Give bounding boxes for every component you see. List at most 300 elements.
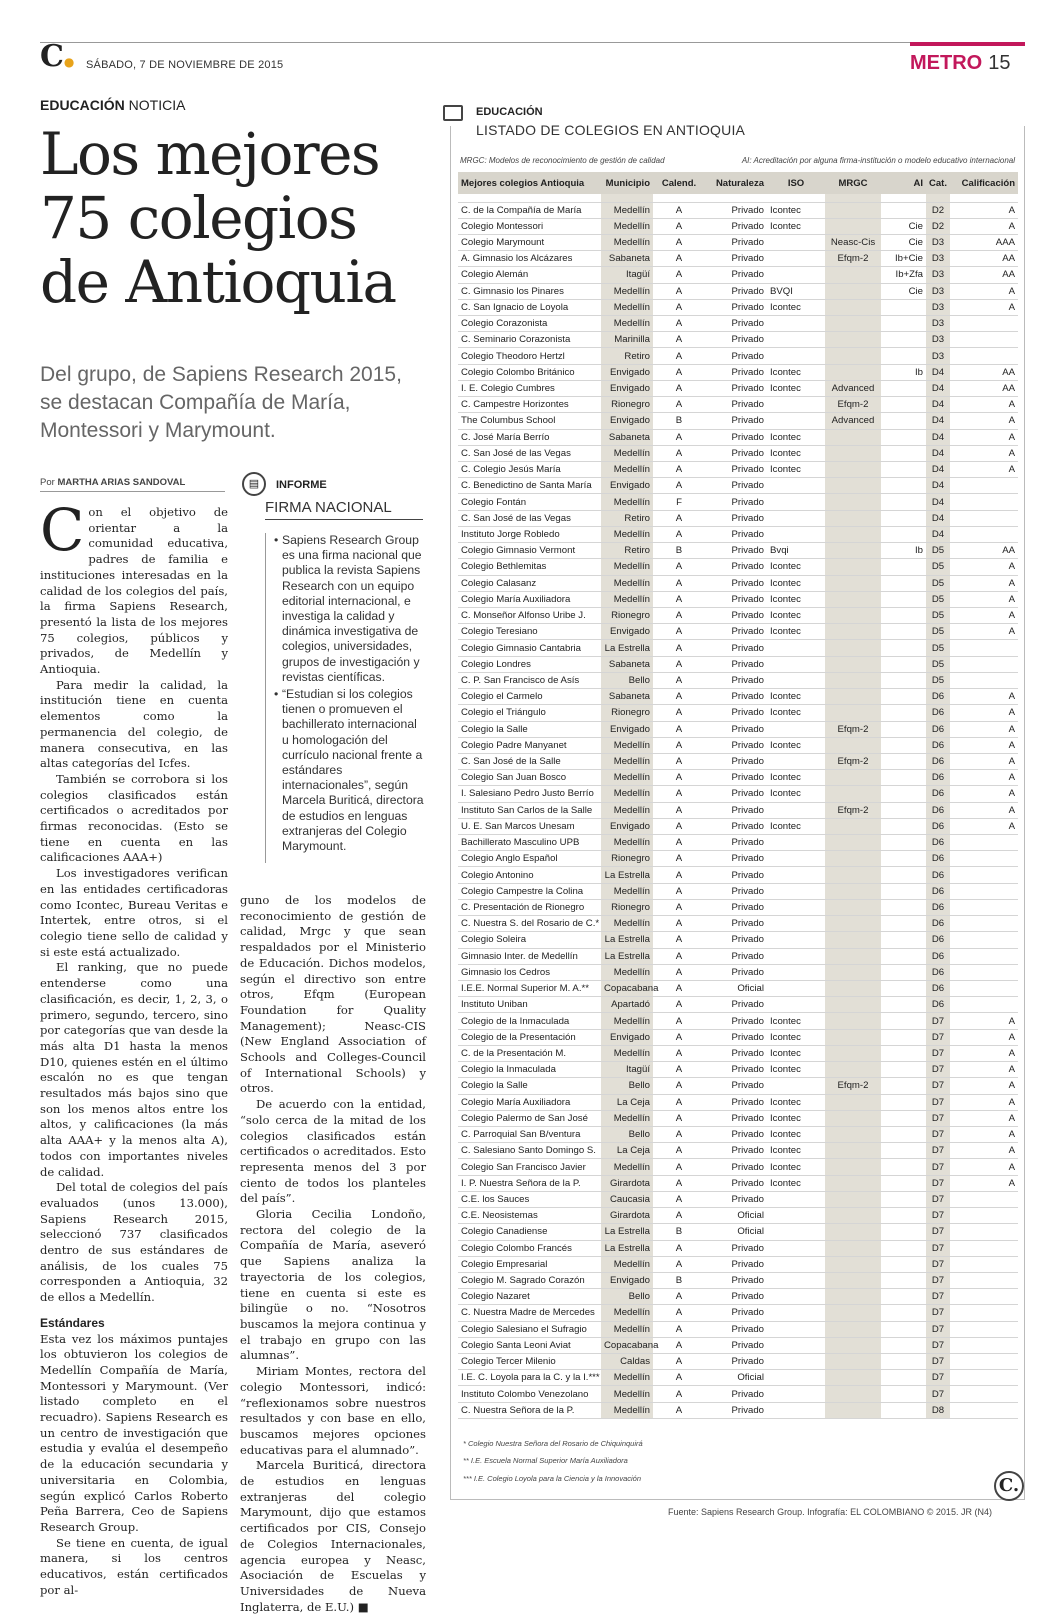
table-cell: D3 (926, 332, 950, 348)
table-cell (881, 1272, 926, 1288)
table-cell: Rionegro (601, 899, 653, 915)
table-cell (881, 299, 926, 315)
table-cell (767, 413, 825, 429)
table-cell: Icontec (767, 575, 825, 591)
table-cell (825, 607, 881, 623)
table-row (458, 916, 1018, 932)
table-cell: A (950, 397, 1018, 413)
table-cell (767, 234, 825, 250)
table-cell (881, 1094, 926, 1110)
table-cell: C. Presentación de Rionegro (458, 899, 601, 915)
table-cell: Privado (705, 510, 767, 526)
issue-date: SÁBADO, 7 DE NOVIEMBRE DE 2015 (86, 59, 284, 71)
table-cell: Medellín (601, 1370, 653, 1386)
table-cell: C.E. Neosistemas (458, 1208, 601, 1224)
table-cell: Icontec (767, 737, 825, 753)
table-cell: Instituto San Carlos de la Salle (458, 802, 601, 818)
table-cell: Privado (705, 624, 767, 640)
table-cell: Privado (705, 964, 767, 980)
table-cell: Privado (705, 786, 767, 802)
table-row (458, 997, 1018, 1013)
table-cell (825, 981, 881, 997)
table-cell: Privado (705, 202, 767, 218)
table-cell (825, 1062, 881, 1078)
table-cell: Advanced (825, 380, 881, 396)
table-cell: D7 (926, 1175, 950, 1191)
table-cell: Privado (705, 656, 767, 672)
table-cell: Colegio Theodoro Hertzl (458, 348, 601, 364)
table-cell (950, 640, 1018, 656)
table-cell: C. San José de la Salle (458, 753, 601, 769)
table-cell (458, 194, 601, 202)
table-cell: A (950, 202, 1018, 218)
table-row (458, 802, 1018, 818)
table-cell: D7 (926, 1062, 950, 1078)
table-cell: Icontec (767, 462, 825, 478)
table-cell: D7 (926, 1159, 950, 1175)
table-cell: Privado (705, 348, 767, 364)
table-cell: A (653, 1386, 705, 1402)
article-kicker (40, 97, 185, 113)
table-cell (825, 332, 881, 348)
column-header: Calificación (950, 172, 1018, 194)
table-cell: D7 (926, 1191, 950, 1207)
table-cell: Icontec (767, 218, 825, 234)
table-cell (767, 802, 825, 818)
table-cell: Neasc-Cis (825, 234, 881, 250)
table-row (458, 818, 1018, 834)
table-cell: C. de la Presentación M. (458, 1045, 601, 1061)
table-cell (950, 883, 1018, 899)
table-cell: A (653, 1289, 705, 1305)
table-cell (825, 932, 881, 948)
table-cell (950, 867, 1018, 883)
kicker-type: NOTICIA (128, 97, 186, 113)
table-cell: Privado (705, 802, 767, 818)
table-row (458, 1208, 1018, 1224)
table-cell (825, 948, 881, 964)
table-cell: A (653, 948, 705, 964)
table-cell: Bello (601, 672, 653, 688)
table-cell: Medellín (601, 462, 653, 478)
table-cell (767, 640, 825, 656)
table-cell (950, 1305, 1018, 1321)
table-cell: A (950, 218, 1018, 234)
table-cell: D5 (926, 575, 950, 591)
table-cell: D3 (926, 267, 950, 283)
table-cell: AAA (950, 234, 1018, 250)
table-cell (881, 948, 926, 964)
table-row (458, 786, 1018, 802)
table-row (458, 1240, 1018, 1256)
table-cell: Colegio Palermo de San José (458, 1110, 601, 1126)
table-cell: A (950, 1078, 1018, 1094)
table-cell: Colegio Corazonista (458, 316, 601, 332)
table-cell: A (653, 1094, 705, 1110)
table-cell: A (653, 851, 705, 867)
table-cell: Medellín (601, 916, 653, 932)
table-cell (950, 332, 1018, 348)
table-cell: Medellín (601, 234, 653, 250)
column-header: Municipio (601, 172, 653, 194)
table-cell: Privado (705, 721, 767, 737)
table-cell: Privado (705, 997, 767, 1013)
table-cell: Colegio Salesiano el Sufragio (458, 1321, 601, 1337)
table-cell: C. Gimnasio los Pinares (458, 283, 601, 299)
table-cell: La Estrella (601, 948, 653, 964)
table-cell: Efqm-2 (825, 251, 881, 267)
table-cell: A (950, 1045, 1018, 1061)
table-cell (881, 510, 926, 526)
table-cell: Instituto Colombo Venezolano (458, 1386, 601, 1402)
table-cell: Rionegro (601, 397, 653, 413)
table-cell: Icontec (767, 1062, 825, 1078)
table-cell (825, 867, 881, 883)
table-cell: Privado (705, 1354, 767, 1370)
table-cell: Colegio Nazaret (458, 1289, 601, 1305)
table-cell: Apartadó (601, 997, 653, 1013)
table-cell: Rionegro (601, 705, 653, 721)
table-cell: A (653, 1305, 705, 1321)
table-cell (881, 883, 926, 899)
table-row (458, 1126, 1018, 1142)
table-cell: A (653, 1175, 705, 1191)
table-cell (881, 705, 926, 721)
table-cell: D3 (926, 283, 950, 299)
byline-author: MARTHA ARIAS SANDOVAL (57, 477, 186, 488)
table-cell: Icontec (767, 624, 825, 640)
table-cell (825, 1013, 881, 1029)
table-cell (950, 526, 1018, 542)
table-cell: Colegio Colombo Británico (458, 364, 601, 380)
table-cell (950, 899, 1018, 915)
table-cell: A (653, 478, 705, 494)
table-cell: Icontec (767, 607, 825, 623)
table-cell (881, 316, 926, 332)
table-cell: A (950, 737, 1018, 753)
table-cell: D6 (926, 770, 950, 786)
table-cell: A (653, 689, 705, 705)
table-cell: Bachillerato Masculino UPB (458, 835, 601, 851)
table-cell: Privado (705, 899, 767, 915)
table-cell: A (653, 737, 705, 753)
table-cell: A (950, 462, 1018, 478)
paragraph: Los investigadores verifican en las entidades certificadoras como Icontec, Bureau Veritas e Intertek, entre otros, si el colegio tiene sello de calidad y si este está actualizado. (40, 866, 228, 959)
table-cell: D6 (926, 705, 950, 721)
table-cell (767, 932, 825, 948)
table-cell: Colegio Santa Leoni Aviat (458, 1337, 601, 1353)
table-cell: A (653, 202, 705, 218)
table-cell (950, 316, 1018, 332)
table-cell: A (653, 705, 705, 721)
table-cell: Colegio María Auxiliadora (458, 1094, 601, 1110)
table-cell: Colegio Soleira (458, 932, 601, 948)
table-cell (825, 1305, 881, 1321)
table-cell: A (653, 429, 705, 445)
table-cell (881, 413, 926, 429)
table-row (458, 462, 1018, 478)
table-cell (767, 1386, 825, 1402)
table-cell: La Estrella (601, 1240, 653, 1256)
table-cell (825, 1321, 881, 1337)
paragraph: Del total de colegios del país evaluados (unos 13.000), Sapiens Research 2015, seleccionó 737 clasificados dentro de sus estándares de análisis, de los cuales 75 corresponden a Antioquia, 32 de ellos a Medellín. (40, 1180, 228, 1305)
table-cell: Colegio el Triángulo (458, 705, 601, 721)
table-cell: D4 (926, 413, 950, 429)
table-cell: A (950, 283, 1018, 299)
table-cell: Medellín (601, 316, 653, 332)
table-row (458, 656, 1018, 672)
table-cell: D6 (926, 737, 950, 753)
table-cell: Medellín (601, 283, 653, 299)
table-cell: A (653, 1013, 705, 1029)
table-cell: D5 (926, 543, 950, 559)
table-cell: A (950, 705, 1018, 721)
table-cell: A (653, 981, 705, 997)
table-cell: Privado (705, 234, 767, 250)
table-cell: Colegio San Francisco Javier (458, 1159, 601, 1175)
table-cell: Icontec (767, 202, 825, 218)
table-cell (601, 194, 653, 202)
table-cell (881, 835, 926, 851)
table-cell (881, 867, 926, 883)
table-cell: Privado (705, 413, 767, 429)
table-cell: Colegio Padre Manyanet (458, 737, 601, 753)
table-cell: Icontec (767, 786, 825, 802)
newspaper-logo-icon: C. (994, 1471, 1024, 1501)
table-cell: Medellín (601, 591, 653, 607)
note-ai: AI: Acreditación por alguna firma-institución o modelo educativo internacional (741, 156, 1015, 165)
table-cell (825, 1143, 881, 1159)
table-cell: Retiro (601, 543, 653, 559)
table-cell: Icontec (767, 1143, 825, 1159)
table-cell (767, 1354, 825, 1370)
table-cell (881, 1240, 926, 1256)
table-cell: A (950, 1029, 1018, 1045)
table-cell (950, 1256, 1018, 1272)
table-cell: A (653, 559, 705, 575)
table-cell (881, 1062, 926, 1078)
table-cell: D7 (926, 1272, 950, 1288)
table-cell (825, 1370, 881, 1386)
table-cell: D6 (926, 883, 950, 899)
table-cell (950, 1240, 1018, 1256)
table-cell: A (653, 380, 705, 396)
table-row (458, 397, 1018, 413)
table-cell (950, 656, 1018, 672)
table-cell: Privado (705, 543, 767, 559)
table-cell (950, 1208, 1018, 1224)
table-cell: A (653, 251, 705, 267)
table-cell: D3 (926, 299, 950, 315)
table-cell: A (653, 932, 705, 948)
table-cell (825, 883, 881, 899)
table-cell (825, 818, 881, 834)
table-cell (881, 1386, 926, 1402)
table-cell: Colegio Calasanz (458, 575, 601, 591)
table-cell: C.E. los Sauces (458, 1191, 601, 1207)
table-cell: I.E.E. Normal Superior M. A.** (458, 981, 601, 997)
table-cell (825, 640, 881, 656)
table-cell: D6 (926, 981, 950, 997)
table-cell: A (653, 510, 705, 526)
table-cell: Privado (705, 267, 767, 283)
table-cell: D5 (926, 656, 950, 672)
paragraph: Gloria Cecilia Londoño, rectora del colegio de la Compañía de María, aseveró que Sapiens analiza la trayectoria de los colegios, tiene en cuenta si este es bilingüe o no. “Nosotros buscamos la mejora continua y el trabajo en grupo con las alumnas”. (240, 1207, 426, 1363)
table-cell: Bello (601, 1126, 653, 1142)
listado-kicker: EDUCACIÓN (476, 106, 543, 118)
table-cell: Cie (881, 234, 926, 250)
table-row (458, 1045, 1018, 1061)
table-cell: D8 (926, 1402, 950, 1418)
page-number: 15 (988, 52, 1011, 74)
table-cell (825, 1272, 881, 1288)
table-cell: D4 (926, 510, 950, 526)
table-cell: Sabaneta (601, 251, 653, 267)
table-cell: A (950, 1126, 1018, 1142)
table-row (458, 981, 1018, 997)
table-cell: Privado (705, 753, 767, 769)
table-cell (825, 656, 881, 672)
table-cell (767, 899, 825, 915)
table-cell (825, 478, 881, 494)
table-cell (881, 689, 926, 705)
table-cell: Colegio Tercer Milenio (458, 1354, 601, 1370)
table-cell: La Estrella (601, 640, 653, 656)
table-cell (950, 1224, 1018, 1240)
column-header: MRGC (825, 172, 881, 194)
table-cell: A (950, 1062, 1018, 1078)
table-cell (767, 753, 825, 769)
table-cell: The Columbus School (458, 413, 601, 429)
table-cell: Itagüí (601, 1062, 653, 1078)
table-cell (767, 883, 825, 899)
table-cell: Sabaneta (601, 656, 653, 672)
table-cell: Ib+Zfa (881, 267, 926, 283)
table-cell: D4 (926, 380, 950, 396)
table-cell: C. P. San Francisco de Asís (458, 672, 601, 688)
table-cell: Privado (705, 299, 767, 315)
table-cell (881, 997, 926, 1013)
table-cell: A (950, 689, 1018, 705)
table-row (458, 689, 1018, 705)
table-row (458, 413, 1018, 429)
table-cell: AA (950, 364, 1018, 380)
table-cell: Privado (705, 1013, 767, 1029)
table-row (458, 624, 1018, 640)
table-cell (881, 575, 926, 591)
table-cell: Privado (705, 397, 767, 413)
table-cell: Privado (705, 1159, 767, 1175)
table-cell: AA (950, 543, 1018, 559)
footnote: *** I.E. Colegio Loyola para la Ciencia y la Innovación (463, 1474, 642, 1483)
table-row (458, 1370, 1018, 1386)
table-cell: Colegio Antonino (458, 867, 601, 883)
table-row (458, 1110, 1018, 1126)
table-cell: Privado (705, 575, 767, 591)
table-cell (950, 672, 1018, 688)
table-cell: Efqm-2 (825, 397, 881, 413)
table-cell: Privado (705, 689, 767, 705)
table-cell: C. de la Compañía de María (458, 202, 601, 218)
table-cell (767, 1224, 825, 1240)
table-cell: Medellín (601, 1256, 653, 1272)
table-cell: Colegio Teresiano (458, 624, 601, 640)
table-row (458, 607, 1018, 623)
schools-table (458, 172, 1018, 1419)
table-cell: D5 (926, 640, 950, 656)
table-cell: U. E. San Marcos Unesam (458, 818, 601, 834)
table-cell: A (950, 786, 1018, 802)
table-cell: Colegio Campestre la Colina (458, 883, 601, 899)
table-cell: Oficial (705, 1370, 767, 1386)
table-cell (950, 997, 1018, 1013)
table-cell: Privado (705, 1386, 767, 1402)
table-cell (825, 1175, 881, 1191)
table-header-row (458, 172, 1018, 194)
table-row (458, 202, 1018, 218)
table-cell: A (950, 607, 1018, 623)
list-item: • Sapiens Research Group es una firma nacional que publica la revista Sapiens Research con un equipo editorial internacional, e investiga la calidad y dinámica investigativa de colegios, universidades, grupos de investigación y revistas científicas. (274, 533, 425, 685)
table-cell: Envigado (601, 721, 653, 737)
table-cell: A (653, 1045, 705, 1061)
table-cell: Medellín (601, 964, 653, 980)
table-cell (950, 981, 1018, 997)
table-cell (767, 981, 825, 997)
table-cell: C. Salesiano Santo Domingo S. (458, 1143, 601, 1159)
article-column-1 (40, 496, 228, 1597)
table-cell: A (950, 818, 1018, 834)
table-cell: Medellín (601, 753, 653, 769)
table-cell: Privado (705, 1062, 767, 1078)
table-row (458, 1305, 1018, 1321)
table-row (458, 770, 1018, 786)
subhead: Estándares (40, 1315, 105, 1330)
table-cell: Sabaneta (601, 429, 653, 445)
table-cell: A (653, 964, 705, 980)
table-cell (881, 429, 926, 445)
table-cell: A (653, 316, 705, 332)
table-cell (881, 526, 926, 542)
newspaper-logo-icon: C● (40, 39, 75, 74)
table-cell: Efqm-2 (825, 802, 881, 818)
table-cell (767, 494, 825, 510)
table-cell: D2 (926, 202, 950, 218)
table-cell (950, 1289, 1018, 1305)
table-cell (881, 1110, 926, 1126)
spacer-row (458, 194, 1018, 202)
table-cell: Caldas (601, 1354, 653, 1370)
table-cell (825, 559, 881, 575)
table-cell (881, 591, 926, 607)
table-cell: Girardota (601, 1175, 653, 1191)
table-cell (825, 1240, 881, 1256)
table-cell: A (653, 786, 705, 802)
table-cell: D4 (926, 462, 950, 478)
table-cell: Icontec (767, 1159, 825, 1175)
table-cell: Colegio Colombo Francés (458, 1240, 601, 1256)
table-cell (767, 948, 825, 964)
table-cell: Privado (705, 1045, 767, 1061)
table-row (458, 283, 1018, 299)
table-cell: Icontec (767, 591, 825, 607)
table-cell: D7 (926, 1305, 950, 1321)
table-cell: D4 (926, 364, 950, 380)
table-cell: A (653, 1078, 705, 1094)
table-cell: Medellín (601, 737, 653, 753)
table-cell (767, 316, 825, 332)
table-cell (881, 818, 926, 834)
table-cell: Privado (705, 1094, 767, 1110)
